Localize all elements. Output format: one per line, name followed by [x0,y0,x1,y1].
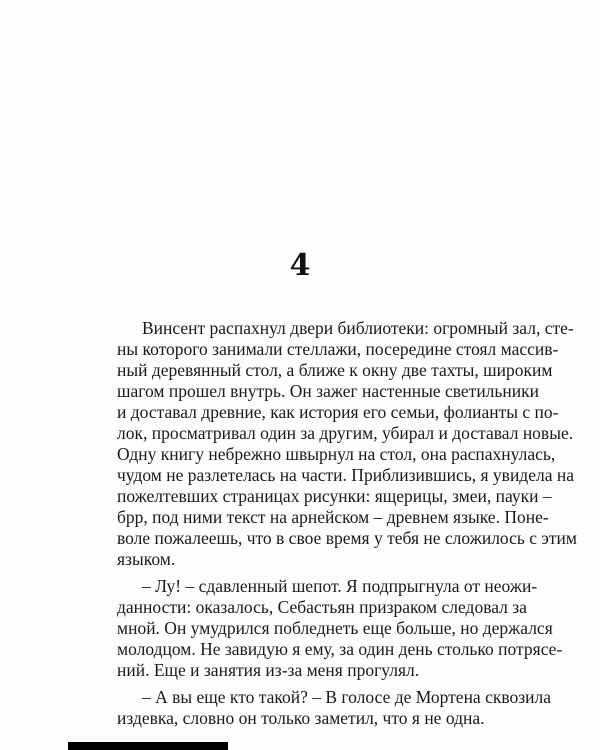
chapter-number: 4 [289,248,311,283]
text-line: шагом прошел внутрь. Он зажег настенные светильники [117,381,539,401]
text-line: воле пожалеешь, что в свое время у тебя не сложилось с этим [117,528,577,548]
text-line: – А вы еще кто такой? – В голосе де Мортена сквозила [142,687,552,707]
text-line: и доставал древние, как история его семьи, фолианты с по- [117,402,559,422]
paragraph-3 [117,687,552,729]
text-line: молодцом. Не завидую я ему, за один день столько потрясе- [117,639,563,659]
text-line: ний. Еще и занятия из-за меня прогулял. [117,660,420,680]
text-line: Винсент распахнул двери библиотеки: огромный зал, сте- [142,318,574,338]
text-line: пожелтевших страницах рисунки: ящерицы, змеи, пауки – [117,486,552,506]
text-line: ный деревянный стол, а ближе к окну две тахты, широким [117,360,553,380]
text-line: чудом не разлетелась на части. Приблизившись, я увидела на [117,465,574,485]
text-line: издевка, словно он только заметил, что я не одна. [117,708,485,728]
paragraph-2 [117,576,563,681]
text-line: мной. Он умудрился побледнеть еще больше, но держался [117,618,553,638]
chapter-body [117,318,577,729]
text-line: брр, под ними текст на арнейском – древнем языке. Поне- [117,507,549,527]
text-line: – Лу! – сдавленный шепот. Я подпрыгнула от неожи- [142,576,538,596]
paragraph-1 [117,318,577,570]
page-edge-shadow [68,742,228,750]
text-line: ны которого занимали стеллажи, посередине стоял массив- [117,339,559,359]
text-line: языком. [117,549,176,569]
text-line: данности: оказалось, Себастьян призраком следовал за [117,597,527,617]
text-line: лок, просматривал один за другим, убирал и доставал новые. [117,423,574,443]
text-line: Одну книгу небрежно швырнул на стол, она распахнулась, [117,444,556,464]
